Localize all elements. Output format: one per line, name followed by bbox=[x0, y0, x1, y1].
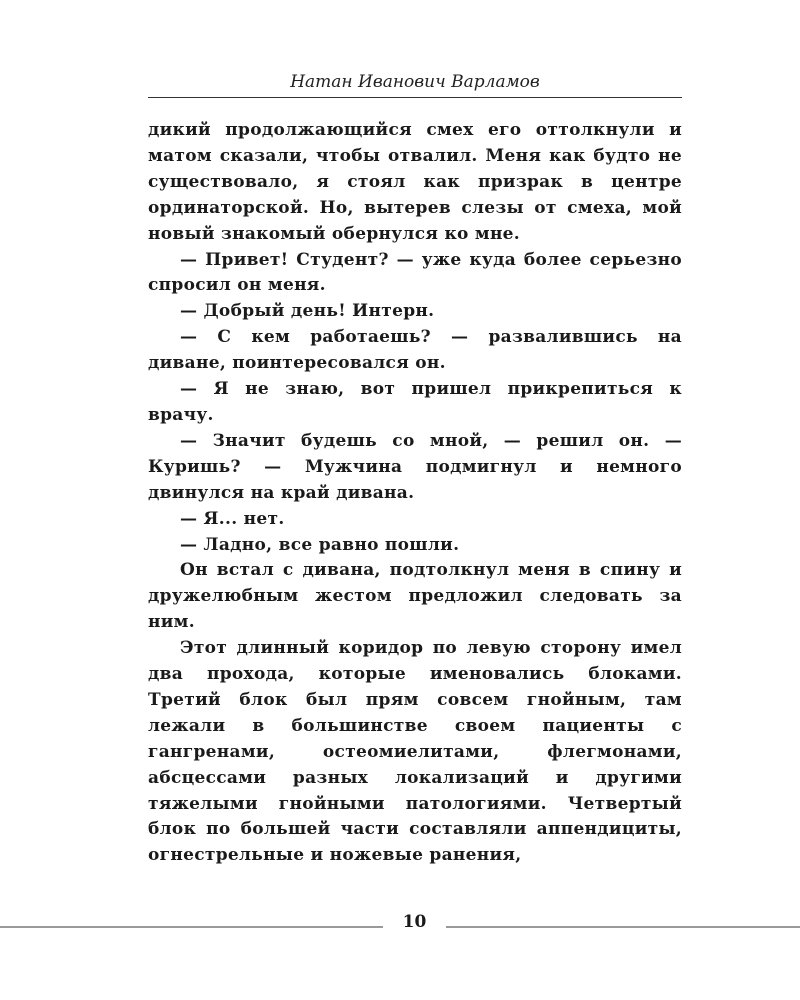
body-text bbox=[148, 118, 682, 869]
paragraph: — Я... нет. bbox=[180, 508, 285, 529]
paragraph: — С кем работаешь? — развалившись на диване, поинтересовался он. bbox=[148, 327, 682, 374]
paragraph: Он встал с дивана, подтолкнул меня в спину и дружелюбным жестом предложил следовать за ним. bbox=[148, 560, 682, 633]
paragraph: — Ладно, все равно пошли. bbox=[180, 534, 460, 555]
header-divider bbox=[148, 97, 682, 98]
paragraph: дикий продолжающийся смех его оттолкнули и матом сказали, чтобы отвалил. Меня как будто не существовало, я стоял как призрак в центре ординаторской. Но, вытерев слезы от смеха, мой новый знакомый обернулся ко мне. bbox=[148, 120, 682, 244]
footer-rule-right bbox=[446, 926, 800, 928]
running-header-author: Натан Иванович Варламов bbox=[290, 72, 540, 92]
page-number: 10 bbox=[402, 912, 427, 932]
footer-rule-left bbox=[0, 926, 383, 928]
paragraph: — Привет! Студент? — уже куда более серьезно спросил он меня. bbox=[148, 249, 682, 296]
paragraph: — Добрый день! Интерн. bbox=[180, 301, 435, 322]
paragraph: — Значит будешь со мной, — решил он. — Куришь? — Мужчина подмигнул и немного двинулся на край дивана. bbox=[148, 430, 682, 503]
paragraph: — Я не знаю, вот пришел прикрепиться к врачу. bbox=[148, 379, 682, 425]
paragraph: Этот длинный коридор по левую сторону имел два прохода, которые именовались блоками. Третий блок был прям совсем гнойным, там лежали в большинстве своем пациенты с гангренами, остеомиелитами, флегмонами, абсцессами разных локализаций и другими тяжелыми гнойными патологиями. Четвертый блок по большей части составляли аппендициты, огнестрельные и ножевые ранения, bbox=[148, 638, 682, 866]
